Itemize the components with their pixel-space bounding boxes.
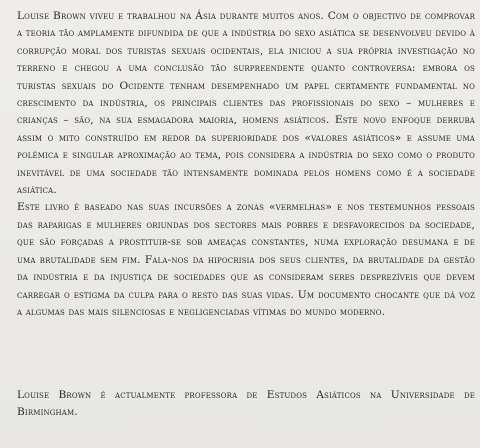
synopsis-intro-text: Louise Brown viveu e trabalhou na Ásia durante muitos anos. Com o objectivo de comprovar a teoria tão amplamente difundida de que a indústria do sexo asiática se desenvolveu devido à corrupção moral dos turistas sexuais ocidentais, ela iniciou a sua própria investigação no terreno e chegou a uma conclusão tão surpreendente quanto controversa: embora os turistas sexuais do Ocidente tenham desempenhado um papel certamente fundamental no crescimento da indústria, os principais clientes das profissionais do sexo – mulheres e crianças – são, na sua esmagadora maioria, homens asiáticos. Este novo enfoque derruba assim o mito construído em redor da superioridade dos «valores asiáticos» e assume uma polémica e singular aproximação ao tema, pois considera a indústria do sexo como o produto inevitável de uma sociedade tão intensamente dominada pelos homens como é a sociedade asiática. [17, 10, 475, 197]
synopsis-detail-text: Este livro é baseado nas suas incursões a zonas «vermelhas» e nos testemunhos pessoais das raparigas e mulheres oriundas dos sectores mais pobres e desfavorecidos da sociedade, que são forçadas a prostituir-se sob ameaças constantes, numa exploração desumana e de uma brutalidade sem fim. Fala-nos da hipocrisia dos seus clientes, da brutalidade da gestão da indústria e da injustiça de sociedades que as consideram seres desprezíveis que devem carregar o estigma da culpa para o resto das suas vidas. Um documento chocante que dá voz a algumas das mais silenciosas e negligenciadas vítimas do mundo moderno. [17, 201, 475, 318]
synopsis-paragraph [17, 8, 475, 321]
author-bio-paragraph: Louise Brown é actualmente professora de Estudos Asiáticos na Universidade de Birmingham. [17, 389, 475, 419]
